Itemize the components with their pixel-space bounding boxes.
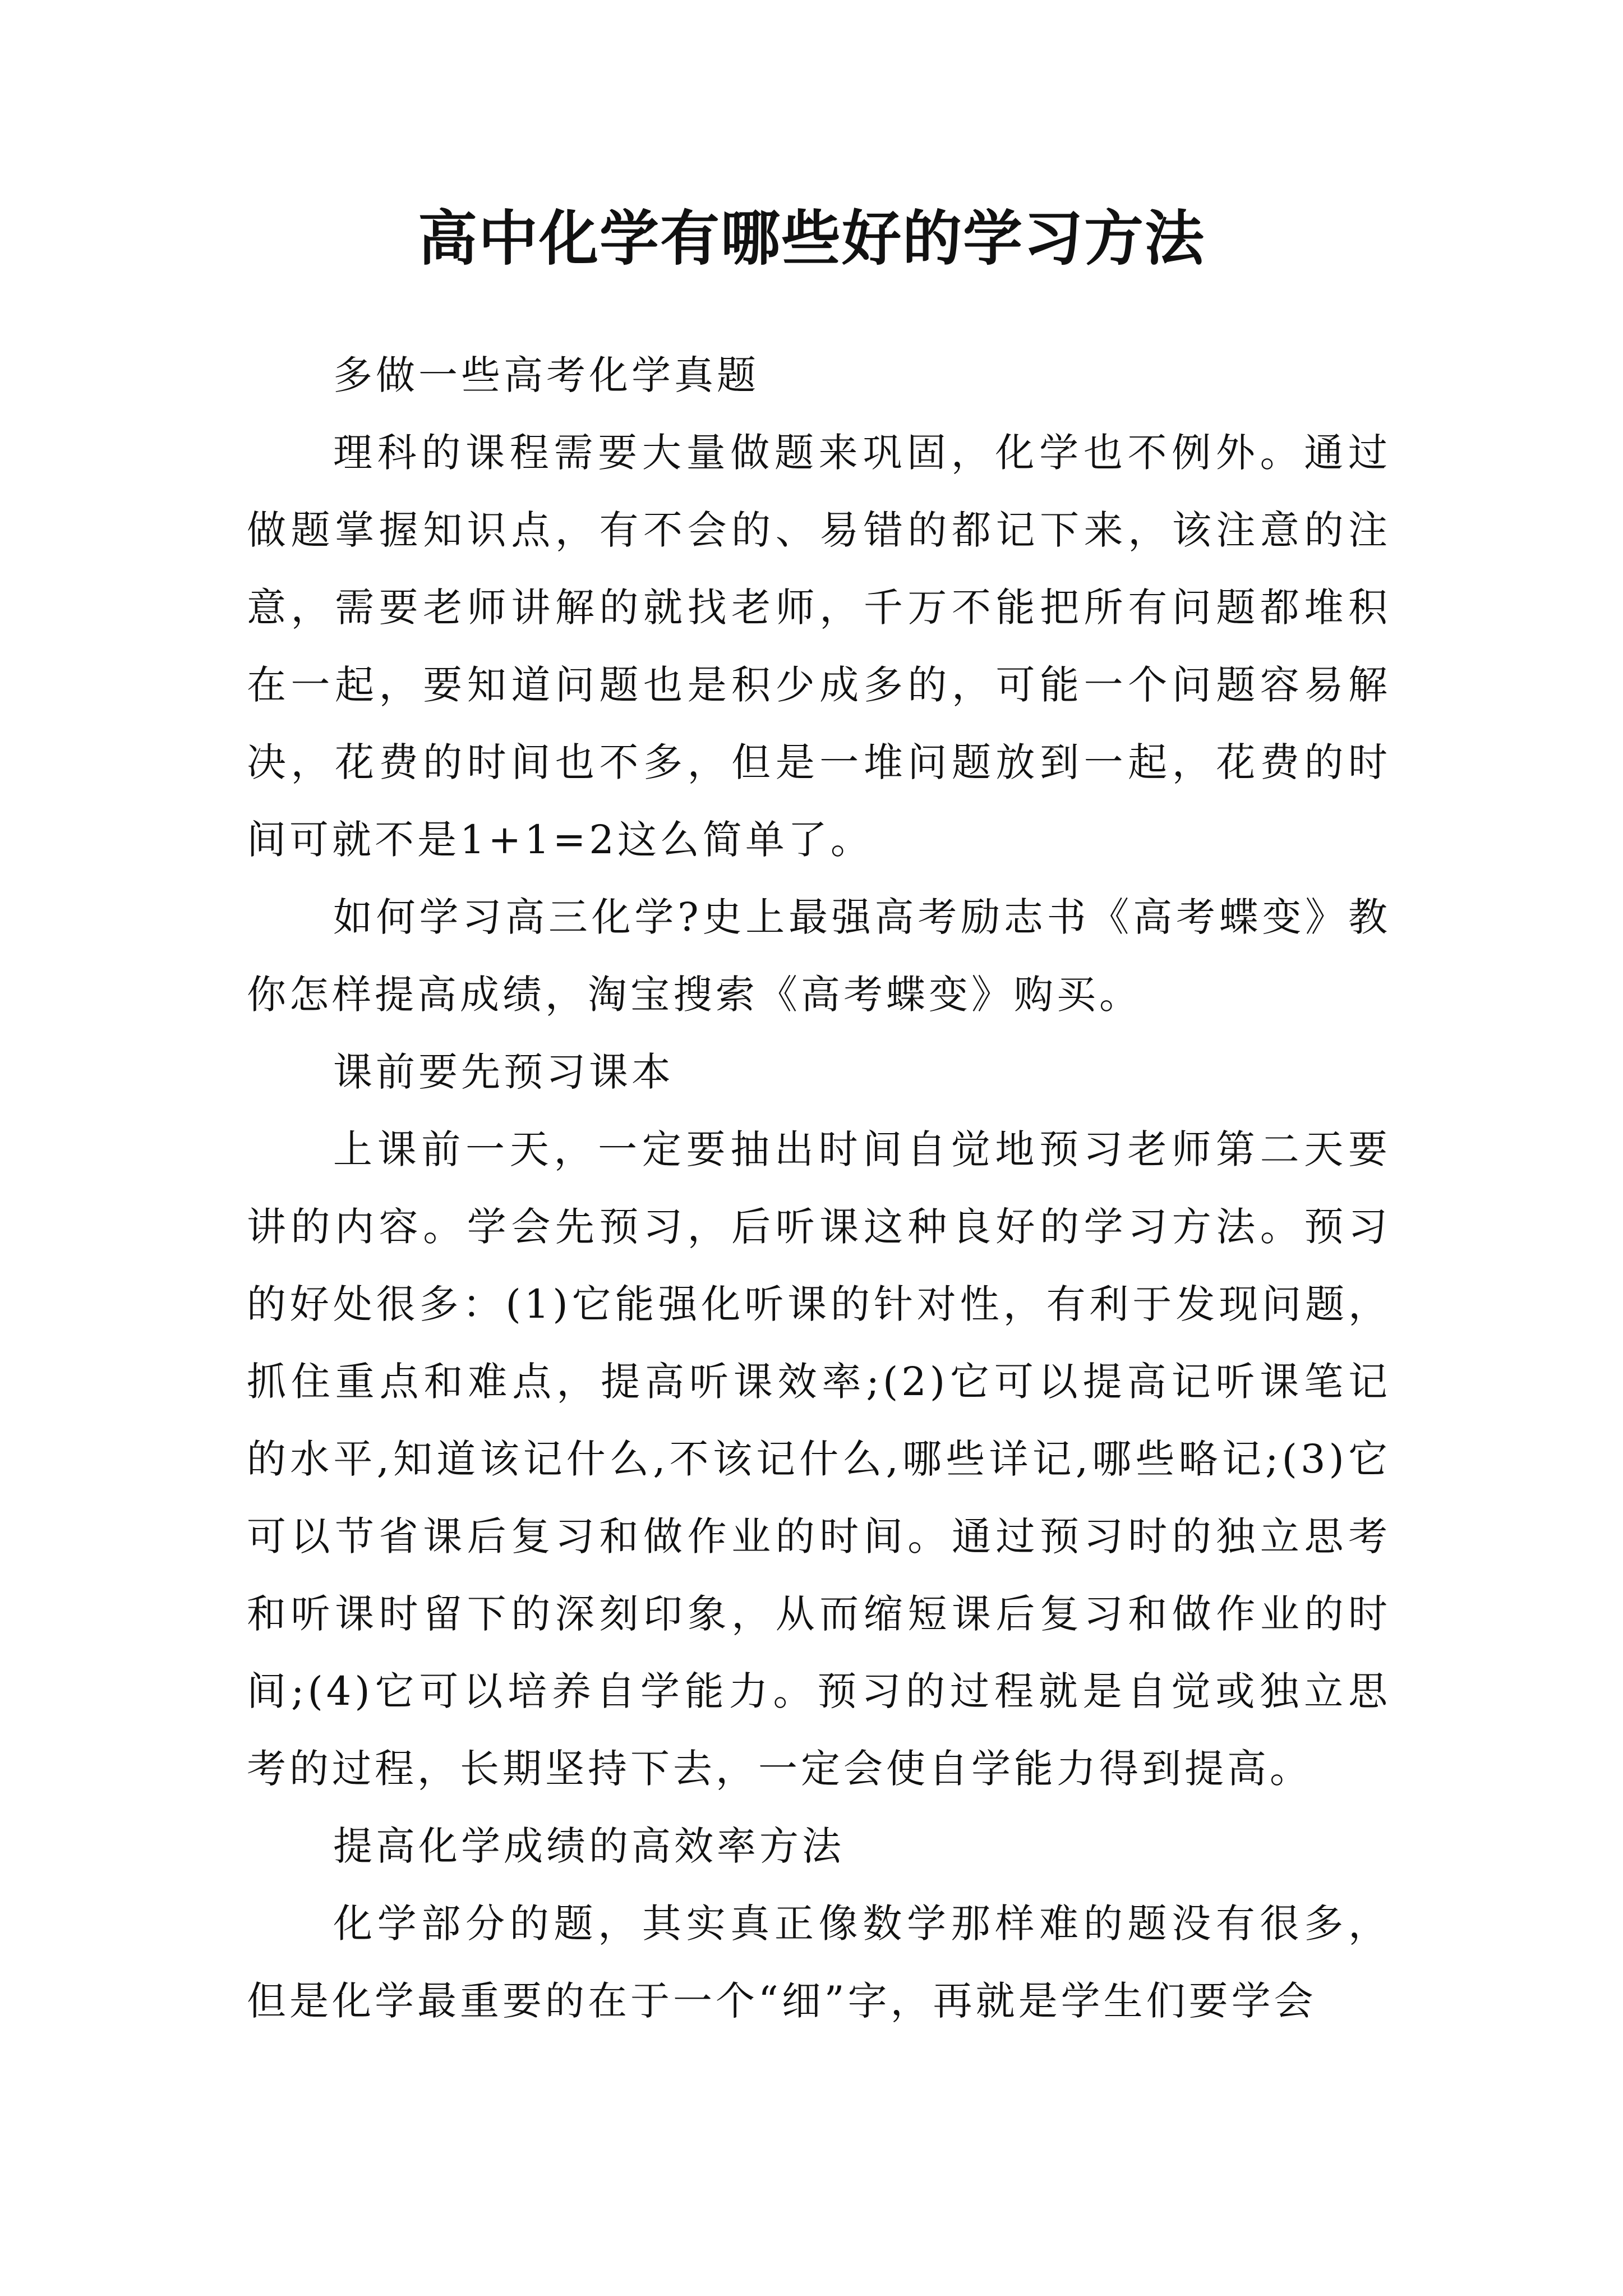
section-heading-efficiency: 提高化学成绩的高效率方法 — [333, 1823, 845, 1869]
section-heading-preview: 课前要先预习课本 — [333, 1049, 674, 1095]
paragraph-book-promo: 如何学习高三化学?史上最强高考励志书《高考蝶变》教你怎样提高成绩，淘宝搜索《高考蝶变》购买。 — [247, 894, 1391, 1018]
section-heading-past-exams: 多做一些高考化学真题 — [333, 352, 759, 398]
paragraph-efficiency: 化学部分的题，其实真正像数学那样难的题没有很多，但是化学最重要的在于一个“细”字，再就是学生们要学会 — [247, 1901, 1391, 2024]
document-title: 高中化学有哪些好的学习方法 — [418, 203, 1205, 273]
paragraph-practice: 理科的课程需要大量做题来巩固，化学也不例外。通过做题掌握知识点，有不会的、易错的都记下来，该注意的注意，需要老师讲解的就找老师，千万不能把所有问题都堆积在一起，要知道问题也是积少成多的，可能一个问题容易解决，花费的时间也不多，但是一堆问题放到一起，花费的时间可就不是1+1=2这么简单了。 — [247, 430, 1391, 863]
document-body — [247, 337, 1391, 2040]
paragraph-preview: 上课前一天，一定要抽出时间自觉地预习老师第二天要讲的内容。学会先预习，后听课这种良好的学习方法。预习的好处很多：(1)它能强化听课的针对性，有利于发现问题，抓住重点和难点，提高听课效率;(2)它可以提高记听课笔记的水平,知道该记什么,不该记什么,哪些详记,哪些略记;(3)它可以节省课后复习和做作业的时间。通过预习时的独立思考和听课时留下的深刻印象，从而缩短课后复习和做作业的时间;(4)它可以培养自学能力。预习的过程就是自觉或独立思考的过程，长期坚持下去，一定会使自学能力得到提高。 — [247, 1126, 1391, 1792]
